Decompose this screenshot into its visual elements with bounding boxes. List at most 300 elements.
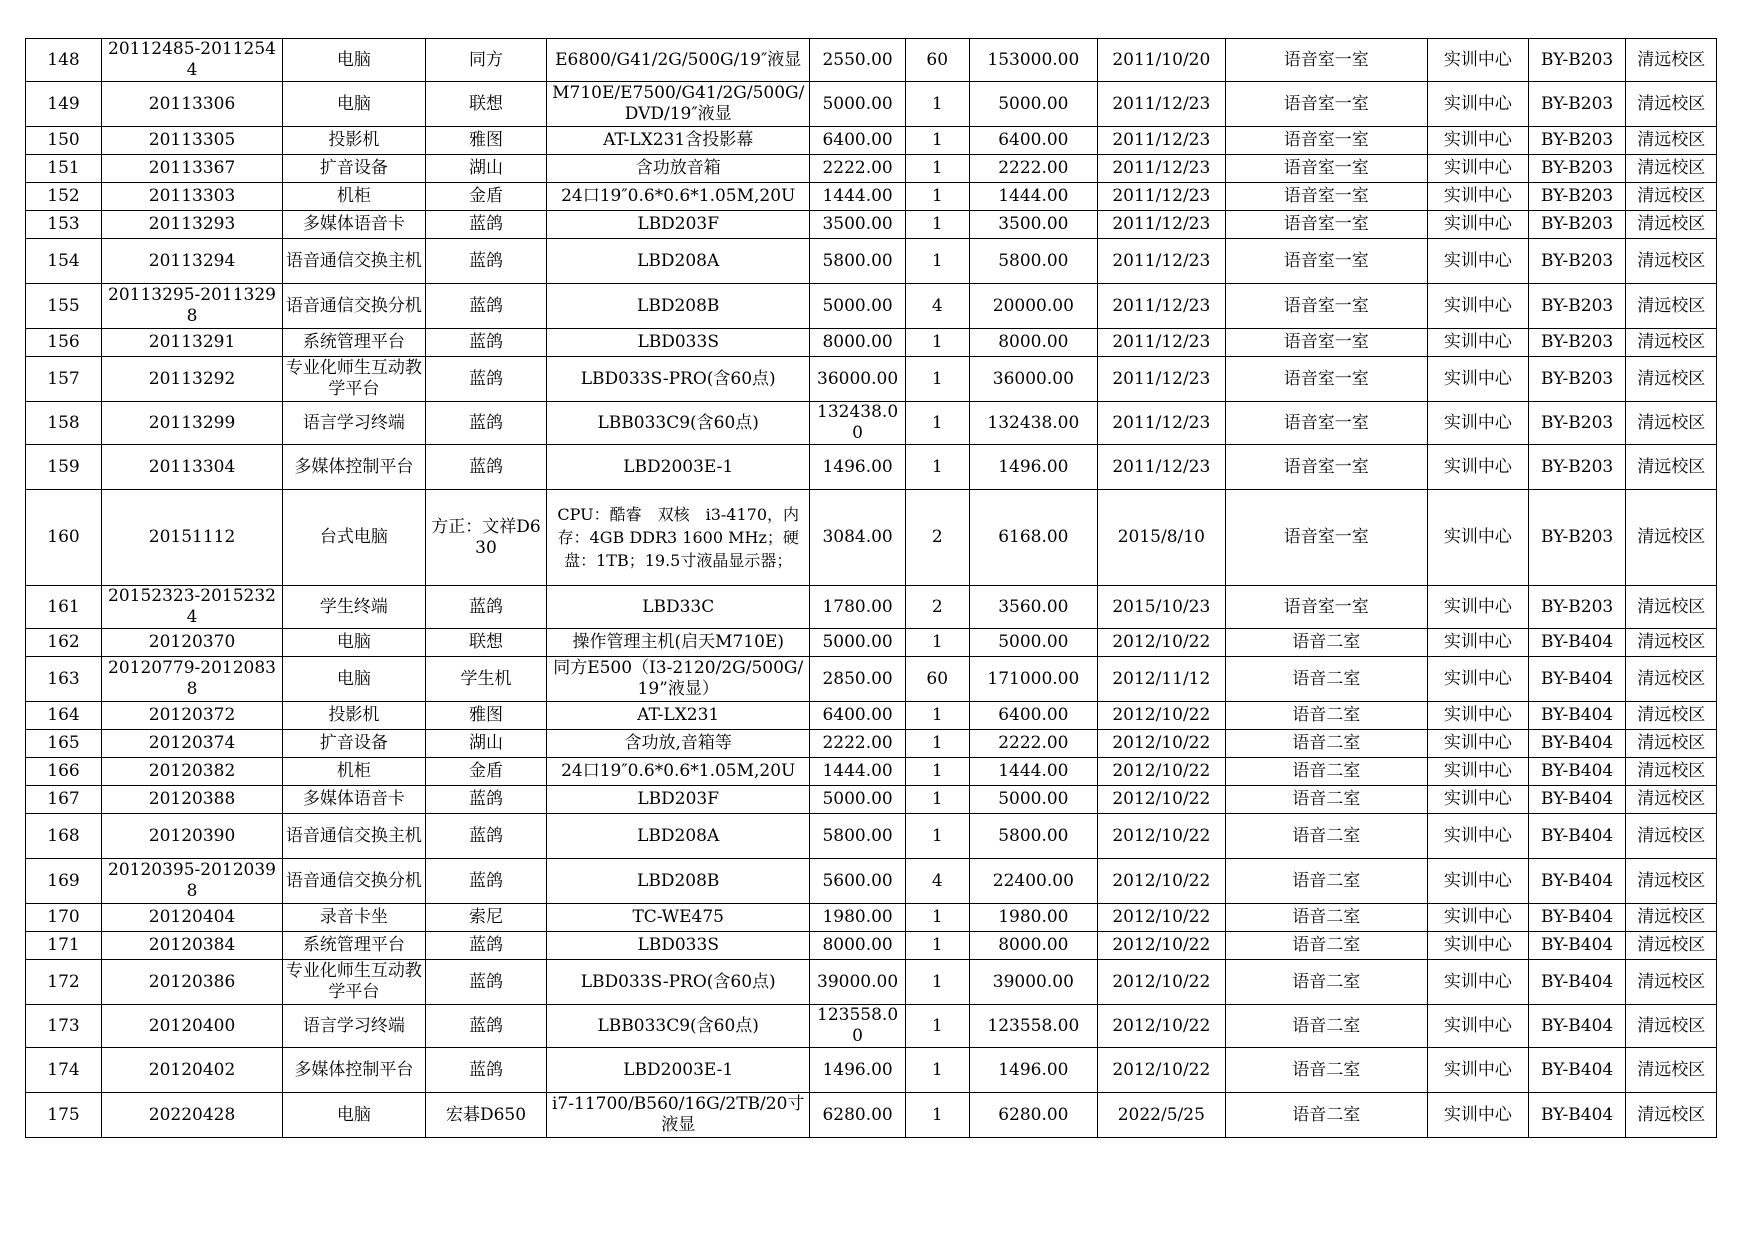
table-row xyxy=(26,357,1717,402)
total-amount-cell: 6168.00 xyxy=(969,490,1097,586)
row-number-cell: 172 xyxy=(26,960,102,1005)
table-row xyxy=(26,1093,1717,1138)
asset-name-cell: 录音卡坐 xyxy=(282,904,425,932)
table-row xyxy=(26,183,1717,211)
asset-number-cell: 20120404 xyxy=(102,904,283,932)
model-spec-cell: i7-11700/B560/16G/2TB/20寸液显 xyxy=(547,1093,810,1138)
location-code-cell: BY-B404 xyxy=(1528,859,1626,904)
unit-price-cell: 3500.00 xyxy=(810,211,906,239)
brand-cell: 蓝鸽 xyxy=(425,786,546,814)
department-cell: 实训中心 xyxy=(1428,786,1529,814)
unit-price-cell: 1980.00 xyxy=(810,904,906,932)
unit-price-cell: 6400.00 xyxy=(810,127,906,155)
unit-price-cell: 6400.00 xyxy=(810,702,906,730)
department-cell: 实训中心 xyxy=(1428,730,1529,758)
location-code-cell: BY-B203 xyxy=(1528,284,1626,329)
table-row xyxy=(26,859,1717,904)
model-spec-cell: LBD033S xyxy=(547,329,810,357)
row-number-cell: 148 xyxy=(26,39,102,82)
asset-name-cell: 语音通信交换主机 xyxy=(282,814,425,859)
campus-cell: 清远校区 xyxy=(1626,490,1717,586)
campus-cell: 清远校区 xyxy=(1626,1005,1717,1048)
purchase-date-cell: 2011/12/23 xyxy=(1098,284,1225,329)
quantity-cell: 1 xyxy=(905,904,969,932)
model-spec-cell: 含功放音箱 xyxy=(547,155,810,183)
row-number-cell: 152 xyxy=(26,183,102,211)
asset-number-cell: 20120386 xyxy=(102,960,283,1005)
total-amount-cell: 132438.00 xyxy=(969,402,1097,445)
campus-cell: 清远校区 xyxy=(1626,1048,1717,1093)
model-spec-cell: LBD033S xyxy=(547,932,810,960)
brand-cell: 雅图 xyxy=(425,702,546,730)
model-spec-cell: LBD33C xyxy=(547,586,810,629)
row-number-cell: 159 xyxy=(26,445,102,490)
brand-cell: 蓝鸽 xyxy=(425,239,546,284)
campus-cell: 清远校区 xyxy=(1626,329,1717,357)
brand-cell: 宏碁D650 xyxy=(425,1093,546,1138)
purchase-date-cell: 2012/10/22 xyxy=(1098,904,1225,932)
department-cell: 实训中心 xyxy=(1428,82,1529,127)
total-amount-cell: 171000.00 xyxy=(969,657,1097,702)
asset-name-cell: 系统管理平台 xyxy=(282,329,425,357)
model-spec-cell: 24口19″0.6*0.6*1.05M,20U xyxy=(547,183,810,211)
department-cell: 实训中心 xyxy=(1428,445,1529,490)
location-code-cell: BY-B404 xyxy=(1528,1093,1626,1138)
brand-cell: 蓝鸽 xyxy=(425,814,546,859)
brand-cell: 蓝鸽 xyxy=(425,932,546,960)
room-cell: 语音二室 xyxy=(1225,730,1428,758)
row-number-cell: 167 xyxy=(26,786,102,814)
row-number-cell: 162 xyxy=(26,629,102,657)
asset-number-cell: 20120390 xyxy=(102,814,283,859)
asset-name-cell: 投影机 xyxy=(282,127,425,155)
purchase-date-cell: 2011/12/23 xyxy=(1098,155,1225,183)
row-number-cell: 155 xyxy=(26,284,102,329)
model-spec-cell: LBD208B xyxy=(547,284,810,329)
model-spec-cell: E6800/G41/2G/500G/19″液显 xyxy=(547,39,810,82)
department-cell: 实训中心 xyxy=(1428,39,1529,82)
asset-number-cell: 20152323-20152324 xyxy=(102,586,283,629)
model-spec-cell: LBD208B xyxy=(547,859,810,904)
location-code-cell: BY-B404 xyxy=(1528,932,1626,960)
brand-cell: 湖山 xyxy=(425,155,546,183)
table-row xyxy=(26,702,1717,730)
model-spec-cell: LBD208A xyxy=(547,814,810,859)
brand-cell: 金盾 xyxy=(425,758,546,786)
campus-cell: 清远校区 xyxy=(1626,357,1717,402)
total-amount-cell: 5000.00 xyxy=(969,82,1097,127)
campus-cell: 清远校区 xyxy=(1626,960,1717,1005)
table-row xyxy=(26,904,1717,932)
quantity-cell: 4 xyxy=(905,859,969,904)
room-cell: 语音室一室 xyxy=(1225,183,1428,211)
total-amount-cell: 5800.00 xyxy=(969,239,1097,284)
room-cell: 语音二室 xyxy=(1225,859,1428,904)
campus-cell: 清远校区 xyxy=(1626,586,1717,629)
quantity-cell: 1 xyxy=(905,1005,969,1048)
row-number-cell: 149 xyxy=(26,82,102,127)
unit-price-cell: 5800.00 xyxy=(810,814,906,859)
quantity-cell: 1 xyxy=(905,758,969,786)
total-amount-cell: 8000.00 xyxy=(969,329,1097,357)
row-number-cell: 173 xyxy=(26,1005,102,1048)
location-code-cell: BY-B203 xyxy=(1528,82,1626,127)
unit-price-cell: 123558.00 xyxy=(810,1005,906,1048)
quantity-cell: 1 xyxy=(905,814,969,859)
purchase-date-cell: 2011/12/23 xyxy=(1098,357,1225,402)
table-row xyxy=(26,629,1717,657)
department-cell: 实训中心 xyxy=(1428,657,1529,702)
asset-number-cell: 20113295-20113298 xyxy=(102,284,283,329)
location-code-cell: BY-B203 xyxy=(1528,445,1626,490)
asset-number-cell: 20120374 xyxy=(102,730,283,758)
asset-number-cell: 20113303 xyxy=(102,183,283,211)
department-cell: 实训中心 xyxy=(1428,586,1529,629)
quantity-cell: 2 xyxy=(905,586,969,629)
asset-name-cell: 专业化师生互动教学平台 xyxy=(282,357,425,402)
department-cell: 实训中心 xyxy=(1428,357,1529,402)
room-cell: 语音二室 xyxy=(1225,814,1428,859)
unit-price-cell: 5000.00 xyxy=(810,629,906,657)
asset-number-cell: 20113367 xyxy=(102,155,283,183)
total-amount-cell: 2222.00 xyxy=(969,155,1097,183)
unit-price-cell: 1496.00 xyxy=(810,445,906,490)
location-code-cell: BY-B404 xyxy=(1528,758,1626,786)
row-number-cell: 154 xyxy=(26,239,102,284)
room-cell: 语音室一室 xyxy=(1225,239,1428,284)
department-cell: 实训中心 xyxy=(1428,284,1529,329)
asset-name-cell: 扩音设备 xyxy=(282,155,425,183)
department-cell: 实训中心 xyxy=(1428,904,1529,932)
model-spec-cell: LBD203F xyxy=(547,786,810,814)
room-cell: 语音室一室 xyxy=(1225,490,1428,586)
purchase-date-cell: 2012/10/22 xyxy=(1098,702,1225,730)
unit-price-cell: 8000.00 xyxy=(810,329,906,357)
table-row xyxy=(26,960,1717,1005)
model-spec-cell: TC-WE475 xyxy=(547,904,810,932)
table-row xyxy=(26,127,1717,155)
asset-name-cell: 语音通信交换分机 xyxy=(282,284,425,329)
campus-cell: 清远校区 xyxy=(1626,702,1717,730)
model-spec-cell: LBB033C9(含60点) xyxy=(547,402,810,445)
department-cell: 实训中心 xyxy=(1428,702,1529,730)
location-code-cell: BY-B404 xyxy=(1528,960,1626,1005)
location-code-cell: BY-B203 xyxy=(1528,239,1626,284)
room-cell: 语音二室 xyxy=(1225,657,1428,702)
unit-price-cell: 2850.00 xyxy=(810,657,906,702)
purchase-date-cell: 2011/12/23 xyxy=(1098,82,1225,127)
row-number-cell: 150 xyxy=(26,127,102,155)
total-amount-cell: 1444.00 xyxy=(969,183,1097,211)
campus-cell: 清远校区 xyxy=(1626,39,1717,82)
quantity-cell: 1 xyxy=(905,932,969,960)
campus-cell: 清远校区 xyxy=(1626,758,1717,786)
model-spec-cell: 同方E500（I3-2120/2G/500G/19”液显） xyxy=(547,657,810,702)
purchase-date-cell: 2011/12/23 xyxy=(1098,445,1225,490)
brand-cell: 索尼 xyxy=(425,904,546,932)
location-code-cell: BY-B203 xyxy=(1528,211,1626,239)
asset-number-cell: 20113293 xyxy=(102,211,283,239)
department-cell: 实训中心 xyxy=(1428,183,1529,211)
asset-name-cell: 机柜 xyxy=(282,758,425,786)
room-cell: 语音二室 xyxy=(1225,786,1428,814)
total-amount-cell: 20000.00 xyxy=(969,284,1097,329)
model-spec-cell: 操作管理主机(启天M710E) xyxy=(547,629,810,657)
purchase-date-cell: 2012/10/22 xyxy=(1098,960,1225,1005)
location-code-cell: BY-B404 xyxy=(1528,629,1626,657)
location-code-cell: BY-B404 xyxy=(1528,702,1626,730)
quantity-cell: 1 xyxy=(905,1093,969,1138)
row-number-cell: 166 xyxy=(26,758,102,786)
room-cell: 语音室一室 xyxy=(1225,402,1428,445)
quantity-cell: 1 xyxy=(905,239,969,284)
purchase-date-cell: 2012/10/22 xyxy=(1098,1005,1225,1048)
asset-name-cell: 电脑 xyxy=(282,39,425,82)
total-amount-cell: 5800.00 xyxy=(969,814,1097,859)
campus-cell: 清远校区 xyxy=(1626,127,1717,155)
quantity-cell: 1 xyxy=(905,127,969,155)
department-cell: 实训中心 xyxy=(1428,211,1529,239)
quantity-cell: 1 xyxy=(905,445,969,490)
asset-number-cell: 20113299 xyxy=(102,402,283,445)
model-spec-cell: LBD208A xyxy=(547,239,810,284)
department-cell: 实训中心 xyxy=(1428,814,1529,859)
model-spec-cell: LBD2003E-1 xyxy=(547,1048,810,1093)
asset-name-cell: 语言学习终端 xyxy=(282,1005,425,1048)
asset-number-cell: 20120779-20120838 xyxy=(102,657,283,702)
asset-number-cell: 20113304 xyxy=(102,445,283,490)
department-cell: 实训中心 xyxy=(1428,402,1529,445)
total-amount-cell: 6280.00 xyxy=(969,1093,1097,1138)
purchase-date-cell: 2011/12/23 xyxy=(1098,239,1225,284)
asset-name-cell: 台式电脑 xyxy=(282,490,425,586)
asset-table xyxy=(25,38,1717,1138)
purchase-date-cell: 2012/10/22 xyxy=(1098,758,1225,786)
location-code-cell: BY-B203 xyxy=(1528,155,1626,183)
department-cell: 实训中心 xyxy=(1428,490,1529,586)
room-cell: 语音室一室 xyxy=(1225,445,1428,490)
department-cell: 实训中心 xyxy=(1428,629,1529,657)
location-code-cell: BY-B203 xyxy=(1528,329,1626,357)
row-number-cell: 163 xyxy=(26,657,102,702)
total-amount-cell: 1496.00 xyxy=(969,445,1097,490)
asset-name-cell: 多媒体控制平台 xyxy=(282,445,425,490)
asset-number-cell: 20120388 xyxy=(102,786,283,814)
campus-cell: 清远校区 xyxy=(1626,932,1717,960)
quantity-cell: 1 xyxy=(905,329,969,357)
purchase-date-cell: 2011/10/20 xyxy=(1098,39,1225,82)
brand-cell: 蓝鸽 xyxy=(425,445,546,490)
total-amount-cell: 22400.00 xyxy=(969,859,1097,904)
model-spec-cell: AT-LX231含投影幕 xyxy=(547,127,810,155)
campus-cell: 清远校区 xyxy=(1626,629,1717,657)
room-cell: 语音二室 xyxy=(1225,904,1428,932)
table-row xyxy=(26,402,1717,445)
total-amount-cell: 6400.00 xyxy=(969,127,1097,155)
purchase-date-cell: 2011/12/23 xyxy=(1098,127,1225,155)
total-amount-cell: 36000.00 xyxy=(969,357,1097,402)
quantity-cell: 1 xyxy=(905,960,969,1005)
department-cell: 实训中心 xyxy=(1428,1048,1529,1093)
row-number-cell: 160 xyxy=(26,490,102,586)
room-cell: 语音二室 xyxy=(1225,1048,1428,1093)
asset-number-cell: 20220428 xyxy=(102,1093,283,1138)
total-amount-cell: 3560.00 xyxy=(969,586,1097,629)
row-number-cell: 171 xyxy=(26,932,102,960)
total-amount-cell: 5000.00 xyxy=(969,786,1097,814)
table-row xyxy=(26,932,1717,960)
unit-price-cell: 6280.00 xyxy=(810,1093,906,1138)
total-amount-cell: 39000.00 xyxy=(969,960,1097,1005)
campus-cell: 清远校区 xyxy=(1626,82,1717,127)
row-number-cell: 156 xyxy=(26,329,102,357)
model-spec-cell: M710E/E7500/G41/2G/500G/DVD/19″液显 xyxy=(547,82,810,127)
purchase-date-cell: 2015/8/10 xyxy=(1098,490,1225,586)
room-cell: 语音二室 xyxy=(1225,702,1428,730)
quantity-cell: 1 xyxy=(905,402,969,445)
total-amount-cell: 8000.00 xyxy=(969,932,1097,960)
table-row xyxy=(26,490,1717,586)
unit-price-cell: 5000.00 xyxy=(810,284,906,329)
room-cell: 语音二室 xyxy=(1225,1093,1428,1138)
room-cell: 语音室一室 xyxy=(1225,357,1428,402)
room-cell: 语音室一室 xyxy=(1225,127,1428,155)
total-amount-cell: 153000.00 xyxy=(969,39,1097,82)
room-cell: 语音室一室 xyxy=(1225,211,1428,239)
purchase-date-cell: 2011/12/23 xyxy=(1098,211,1225,239)
brand-cell: 蓝鸽 xyxy=(425,329,546,357)
model-spec-cell: LBD033S-PRO(含60点) xyxy=(547,357,810,402)
location-code-cell: BY-B404 xyxy=(1528,1048,1626,1093)
room-cell: 语音室一室 xyxy=(1225,155,1428,183)
location-code-cell: BY-B404 xyxy=(1528,814,1626,859)
location-code-cell: BY-B404 xyxy=(1528,904,1626,932)
asset-number-cell: 20120402 xyxy=(102,1048,283,1093)
quantity-cell: 60 xyxy=(905,39,969,82)
table-row xyxy=(26,1048,1717,1093)
total-amount-cell: 5000.00 xyxy=(969,629,1097,657)
asset-name-cell: 扩音设备 xyxy=(282,730,425,758)
quantity-cell: 2 xyxy=(905,490,969,586)
brand-cell: 湖山 xyxy=(425,730,546,758)
quantity-cell: 1 xyxy=(905,357,969,402)
campus-cell: 清远校区 xyxy=(1626,211,1717,239)
purchase-date-cell: 2022/5/25 xyxy=(1098,1093,1225,1138)
asset-number-cell: 20120384 xyxy=(102,932,283,960)
unit-price-cell: 1444.00 xyxy=(810,758,906,786)
unit-price-cell: 5600.00 xyxy=(810,859,906,904)
brand-cell: 金盾 xyxy=(425,183,546,211)
campus-cell: 清远校区 xyxy=(1626,239,1717,284)
total-amount-cell: 1444.00 xyxy=(969,758,1097,786)
table-row xyxy=(26,758,1717,786)
quantity-cell: 1 xyxy=(905,183,969,211)
campus-cell: 清远校区 xyxy=(1626,814,1717,859)
row-number-cell: 151 xyxy=(26,155,102,183)
room-cell: 语音室一室 xyxy=(1225,586,1428,629)
department-cell: 实训中心 xyxy=(1428,329,1529,357)
brand-cell: 蓝鸽 xyxy=(425,960,546,1005)
asset-number-cell: 20113306 xyxy=(102,82,283,127)
asset-name-cell: 多媒体语音卡 xyxy=(282,786,425,814)
quantity-cell: 1 xyxy=(905,786,969,814)
asset-name-cell: 电脑 xyxy=(282,1093,425,1138)
department-cell: 实训中心 xyxy=(1428,960,1529,1005)
row-number-cell: 175 xyxy=(26,1093,102,1138)
room-cell: 语音二室 xyxy=(1225,960,1428,1005)
department-cell: 实训中心 xyxy=(1428,1005,1529,1048)
location-code-cell: BY-B203 xyxy=(1528,39,1626,82)
department-cell: 实训中心 xyxy=(1428,758,1529,786)
asset-number-cell: 20112485-20112544 xyxy=(102,39,283,82)
purchase-date-cell: 2012/10/22 xyxy=(1098,932,1225,960)
brand-cell: 雅图 xyxy=(425,127,546,155)
table-row xyxy=(26,814,1717,859)
purchase-date-cell: 2011/12/23 xyxy=(1098,183,1225,211)
total-amount-cell: 1496.00 xyxy=(969,1048,1097,1093)
table-row xyxy=(26,211,1717,239)
table-row xyxy=(26,586,1717,629)
quantity-cell: 1 xyxy=(905,702,969,730)
total-amount-cell: 6400.00 xyxy=(969,702,1097,730)
table-row xyxy=(26,445,1717,490)
campus-cell: 清远校区 xyxy=(1626,402,1717,445)
asset-name-cell: 多媒体控制平台 xyxy=(282,1048,425,1093)
row-number-cell: 168 xyxy=(26,814,102,859)
brand-cell: 蓝鸽 xyxy=(425,1048,546,1093)
room-cell: 语音室一室 xyxy=(1225,284,1428,329)
room-cell: 语音二室 xyxy=(1225,629,1428,657)
room-cell: 语音室一室 xyxy=(1225,329,1428,357)
asset-name-cell: 语音通信交换主机 xyxy=(282,239,425,284)
total-amount-cell: 123558.00 xyxy=(969,1005,1097,1048)
brand-cell: 同方 xyxy=(425,39,546,82)
unit-price-cell: 8000.00 xyxy=(810,932,906,960)
unit-price-cell: 1444.00 xyxy=(810,183,906,211)
asset-name-cell: 机柜 xyxy=(282,183,425,211)
asset-number-cell: 20120382 xyxy=(102,758,283,786)
room-cell: 语音二室 xyxy=(1225,758,1428,786)
asset-name-cell: 电脑 xyxy=(282,629,425,657)
unit-price-cell: 36000.00 xyxy=(810,357,906,402)
brand-cell: 方正：文祥D630 xyxy=(425,490,546,586)
asset-name-cell: 专业化师生互动教学平台 xyxy=(282,960,425,1005)
purchase-date-cell: 2012/11/12 xyxy=(1098,657,1225,702)
row-number-cell: 174 xyxy=(26,1048,102,1093)
asset-number-cell: 20120370 xyxy=(102,629,283,657)
asset-number-cell: 20113294 xyxy=(102,239,283,284)
quantity-cell: 4 xyxy=(905,284,969,329)
campus-cell: 清远校区 xyxy=(1626,786,1717,814)
asset-name-cell: 学生终端 xyxy=(282,586,425,629)
row-number-cell: 153 xyxy=(26,211,102,239)
asset-number-cell: 20151112 xyxy=(102,490,283,586)
quantity-cell: 1 xyxy=(905,155,969,183)
location-code-cell: BY-B404 xyxy=(1528,1005,1626,1048)
table-row xyxy=(26,730,1717,758)
total-amount-cell: 2222.00 xyxy=(969,730,1097,758)
campus-cell: 清远校区 xyxy=(1626,657,1717,702)
brand-cell: 联想 xyxy=(425,629,546,657)
unit-price-cell: 5800.00 xyxy=(810,239,906,284)
table-row xyxy=(26,155,1717,183)
unit-price-cell: 2222.00 xyxy=(810,155,906,183)
department-cell: 实训中心 xyxy=(1428,1093,1529,1138)
location-code-cell: BY-B203 xyxy=(1528,586,1626,629)
brand-cell: 联想 xyxy=(425,82,546,127)
purchase-date-cell: 2012/10/22 xyxy=(1098,786,1225,814)
table-row xyxy=(26,1005,1717,1048)
